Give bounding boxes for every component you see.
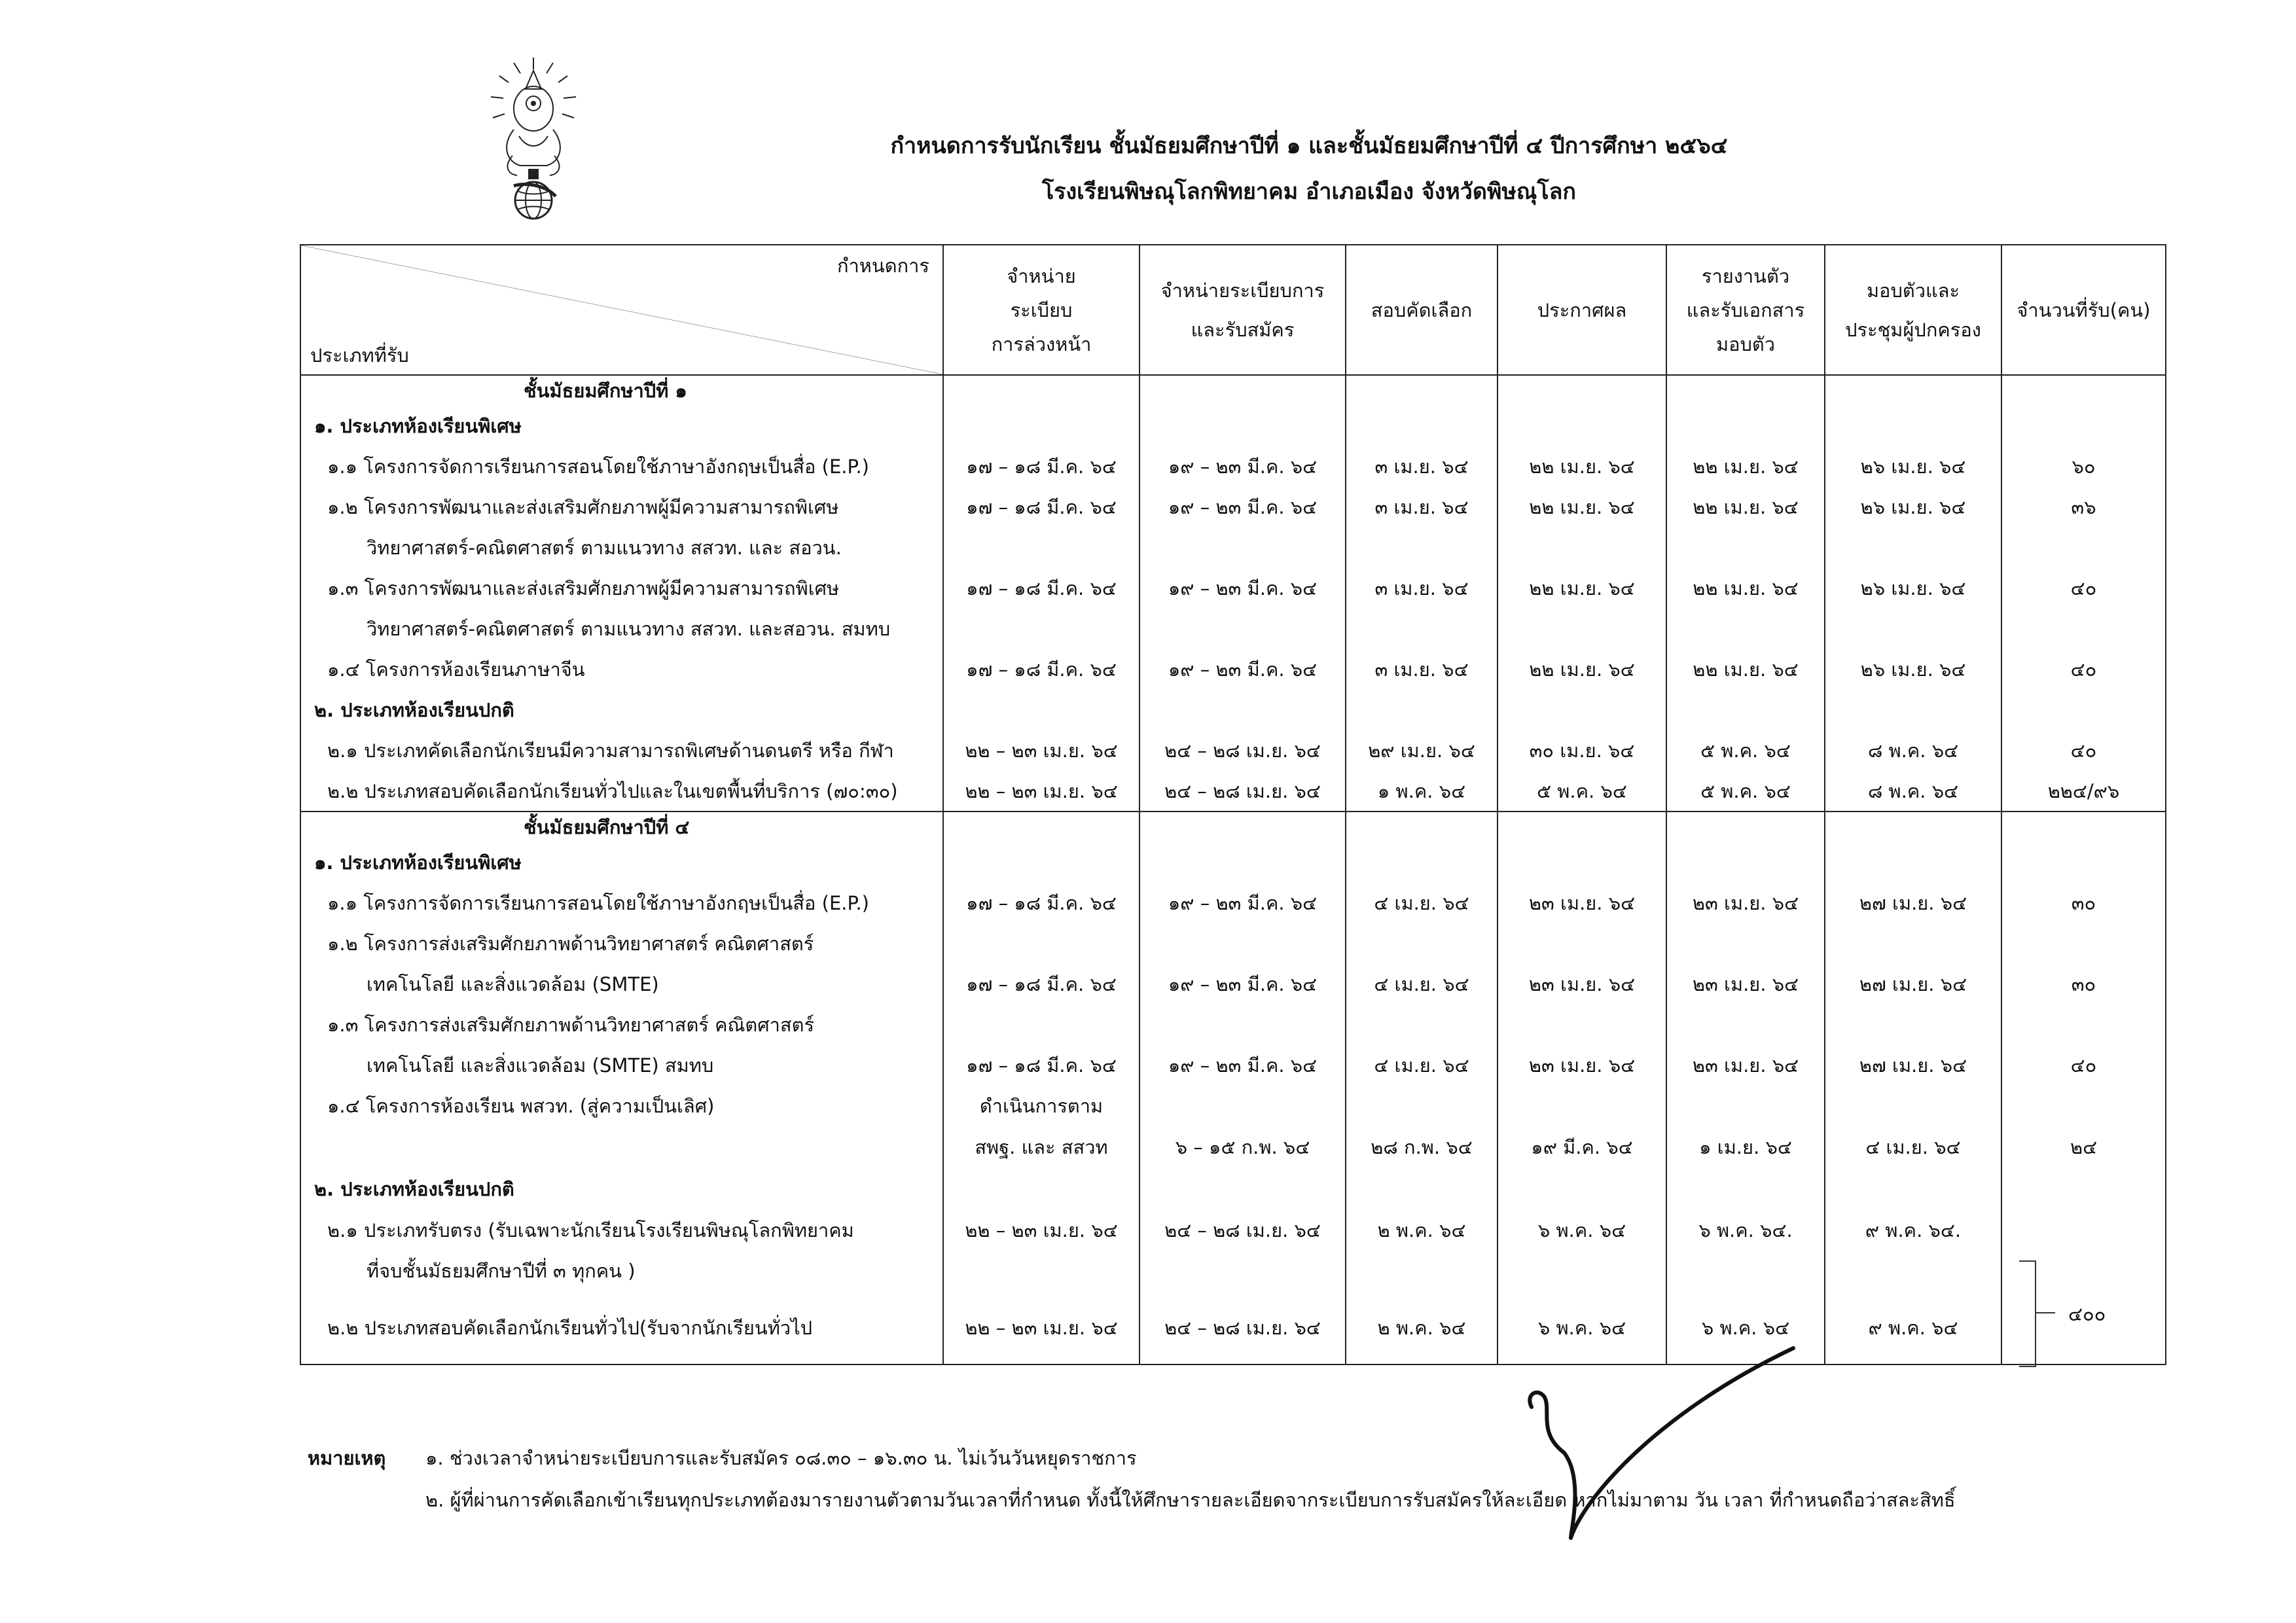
- row-label: [300, 1126, 943, 1168]
- cell-c1: [943, 923, 1139, 964]
- cell-c4: ๓๐ เม.ย. ๖๔: [1498, 730, 1666, 771]
- cell-c2: ๖ – ๑๕ ก.พ. ๖๔: [1139, 1126, 1346, 1168]
- row-label: ๒.๒ ประเภทสอบคัดเลือกนักเรียนทั่วไป(รับจากนักเรียนทั่วไป: [300, 1291, 943, 1364]
- remarks-label: หมายเหตุ: [308, 1447, 386, 1469]
- cell-c1: ๑๗ – ๑๘ มี.ค. ๖๔: [943, 964, 1139, 1005]
- cell-c7: [2001, 690, 2166, 730]
- cell-c1: ดำเนินการตาม: [943, 1086, 1139, 1126]
- cell-c6: ๙ พ.ค. ๖๔: [1825, 1291, 2001, 1364]
- category-special-m4: [300, 842, 2166, 883]
- cell-c2: ๑๙ – ๒๓ มี.ค. ๖๔: [1139, 883, 1346, 923]
- cell-c1: ๒๒ – ๒๓ เม.ย. ๖๔: [943, 730, 1139, 771]
- cell-c5: [1666, 923, 1825, 964]
- merged-quota-value: ๔๐๐: [2068, 1303, 2106, 1325]
- cell-c7: ๒๔: [2001, 1126, 2166, 1168]
- cell-c5: ๒๒ เม.ย. ๖๔: [1666, 487, 1825, 527]
- cell-c7: [2001, 406, 2166, 446]
- cell-c4: ๕ พ.ค. ๖๔: [1498, 771, 1666, 812]
- cell-c2: [1139, 923, 1346, 964]
- cell-c3: [1346, 1251, 1498, 1291]
- cell-c7: [2001, 1005, 2166, 1045]
- cell-c4: ๒๒ เม.ย. ๖๔: [1498, 446, 1666, 487]
- cell-c5: [1666, 1005, 1825, 1045]
- row-label: วิทยาศาสตร์-คณิตศาสตร์ ตามแนวทาง สสวท. และ สอวน.: [300, 527, 943, 568]
- cell-c4: ๒๒ เม.ย. ๖๔: [1498, 649, 1666, 690]
- cell-c6: ๙ พ.ค. ๖๔.: [1825, 1210, 2001, 1251]
- cell-c4: [1498, 609, 1666, 649]
- cell-c3: ๑ พ.ค. ๖๔: [1346, 771, 1498, 812]
- cell-c2: ๑๙ – ๒๓ มี.ค. ๖๔: [1139, 964, 1346, 1005]
- row-m1-chinese: [300, 649, 2166, 690]
- row-label: ๑.๒ โครงการพัฒนาและส่งเสริมศักยภาพผู้มีความสามารถพิเศษ: [300, 487, 943, 527]
- cell-c3: [1346, 609, 1498, 649]
- cell-c3: ๒ พ.ค. ๖๔: [1346, 1291, 1498, 1364]
- cell-c5: ๕ พ.ค. ๖๔: [1666, 730, 1825, 771]
- cell-c5: ๒๓ เม.ย. ๖๔: [1666, 964, 1825, 1005]
- cell-c3: [1346, 690, 1498, 730]
- cell-c2: [1139, 842, 1346, 883]
- cell-c4: [1498, 1005, 1666, 1045]
- cell-c6: [1825, 406, 2001, 446]
- cell-c1: [943, 1168, 1139, 1210]
- row-label: ที่จบชั้นมัธยมศึกษาปีที่ ๓ ทุกคน ): [300, 1251, 943, 1291]
- cell-c4: [1498, 527, 1666, 568]
- cell-c6: ๒๖ เม.ย. ๖๔: [1825, 649, 2001, 690]
- cell-c5: ๖ พ.ค. ๖๔.: [1666, 1210, 1825, 1251]
- cell-c5: ๒๒ เม.ย. ๖๔: [1666, 446, 1825, 487]
- header-enroll-meeting: มอบตัวและ ประชุมผู้ปกครอง: [1825, 245, 2001, 375]
- cell-c2: ๑๙ – ๒๓ มี.ค. ๖๔: [1139, 487, 1346, 527]
- row-label: ๒. ประเภทห้องเรียนปกติ: [300, 1168, 943, 1210]
- cell-c1: ๑๗ – ๑๘ มี.ค. ๖๔: [943, 883, 1139, 923]
- cell-c2: [1139, 690, 1346, 730]
- row-label: ๑.๒ โครงการส่งเสริมศักยภาพด้านวิทยาศาสตร์ คณิตศาสตร์: [300, 923, 943, 964]
- cell-c1: [943, 1251, 1139, 1291]
- row-label: ๑.๔ โครงการห้องเรียนภาษาจีน: [300, 649, 943, 690]
- cell-c6: [1825, 1251, 2001, 1291]
- cell-c4: ๒๓ เม.ย. ๖๔: [1498, 883, 1666, 923]
- cell-c1: [943, 842, 1139, 883]
- row-label: ๑.๑ โครงการจัดการเรียนการสอนโดยใช้ภาษาอังกฤษเป็นสื่อ (E.P.): [300, 883, 943, 923]
- cell-c2: [1139, 1086, 1346, 1126]
- header-exam: สอบคัดเลือก: [1346, 245, 1498, 375]
- row-m1-scimath-cont: [300, 527, 2166, 568]
- cell-c4: [1498, 1086, 1666, 1126]
- row-m4-pswt-cont: [300, 1126, 2166, 1168]
- header-quota: จำนวนที่รับ(คน): [2001, 245, 2166, 375]
- cell-c4: ๖ พ.ค. ๖๔: [1498, 1210, 1666, 1251]
- cell-c7: [2001, 923, 2166, 964]
- row-m4-smte-cont: [300, 964, 2166, 1005]
- cell-c7: [2001, 609, 2166, 649]
- cell-c7: [2001, 1210, 2166, 1251]
- row-m1-ep: [300, 446, 2166, 487]
- cell-c6: [1825, 527, 2001, 568]
- cell-c4: ๒๓ เม.ย. ๖๔: [1498, 1045, 1666, 1086]
- cell-c3: ๔ เม.ย. ๖๔: [1346, 964, 1498, 1005]
- cell-c3: ๓ เม.ย. ๖๔: [1346, 568, 1498, 609]
- row-label: ๒.๑ ประเภทคัดเลือกนักเรียนมีความสามารถพิเศษด้านดนตรี หรือ กีฬา: [300, 730, 943, 771]
- cell-c3: ๒๘ ก.พ. ๖๔: [1346, 1126, 1498, 1168]
- cell-c4: [1498, 812, 1666, 842]
- cell-c7: ๓๐: [2001, 883, 2166, 923]
- cell-c4: ๑๙ มี.ค. ๖๔: [1498, 1126, 1666, 1168]
- row-m1-scimath-joint: [300, 568, 2166, 609]
- cell-c5: [1666, 842, 1825, 883]
- cell-c1: [943, 812, 1139, 842]
- bracket-connector: [2036, 1312, 2055, 1313]
- cell-c1: ๒๒ – ๒๓ เม.ย. ๖๔: [943, 1291, 1139, 1364]
- cell-c7: [2001, 842, 2166, 883]
- cell-c3: [1346, 406, 1498, 446]
- cell-c5: ๒๓ เม.ย. ๖๔: [1666, 883, 1825, 923]
- cell-c4: [1498, 1251, 1666, 1291]
- cell-c6: [1825, 1086, 2001, 1126]
- cell-c7: ๔๐: [2001, 568, 2166, 609]
- cell-c6: [1825, 842, 2001, 883]
- cell-c3: [1346, 1168, 1498, 1210]
- row-m4-direct: [300, 1210, 2166, 1251]
- cell-c1: [943, 406, 1139, 446]
- cell-c5: [1666, 527, 1825, 568]
- cell-c2: [1139, 609, 1346, 649]
- cell-c3: ๓ เม.ย. ๖๔: [1346, 446, 1498, 487]
- cell-c1: ๑๗ – ๑๘ มี.ค. ๖๔: [943, 1045, 1139, 1086]
- cell-c7: ๔๐: [2001, 1045, 2166, 1086]
- cell-c6: ๒๖ เม.ย. ๖๔: [1825, 487, 2001, 527]
- cell-c3: ๒๙ เม.ย. ๖๔: [1346, 730, 1498, 771]
- cell-c5: ๒๒ เม.ย. ๖๔: [1666, 568, 1825, 609]
- row-m4-smte-joint: [300, 1005, 2166, 1045]
- remark-2: ๒. ผู้ที่ผ่านการคัดเลือกเข้าเรียนทุกประเภทต้องมารายงานตัวตามวันเวลาที่กำหนด ทั้งนี้ให้ศึกษารายละเอียดจากระเบียบการรับสมัครให้ละเอียด หากไม่มาตาม วัน เวลา ที่กำหนดถือว่าสละสิทธิ์: [425, 1489, 1956, 1511]
- category-regular-m1: [300, 690, 2166, 730]
- cell-c1: [943, 527, 1139, 568]
- cell-c1: ๒๒ – ๒๓ เม.ย. ๖๔: [943, 1210, 1139, 1251]
- cell-c6: [1825, 1168, 2001, 1210]
- row-m4-smte: [300, 923, 2166, 964]
- diagonal-header-cell: [300, 245, 943, 375]
- header-sale-and-apply: จำหน่ายระเบียบการ และรับสมัคร: [1139, 245, 1346, 375]
- row-m1-scimath-joint-cont: [300, 609, 2166, 649]
- row-m4-ep: [300, 883, 2166, 923]
- cell-c3: [1346, 527, 1498, 568]
- cell-c3: ๓ เม.ย. ๖๔: [1346, 487, 1498, 527]
- cell-c1: ๒๒ – ๒๓ เม.ย. ๖๔: [943, 771, 1139, 812]
- cell-c5: [1666, 406, 1825, 446]
- cell-c6: ๒๖ เม.ย. ๖๔: [1825, 568, 2001, 609]
- cell-c1: สพฐ. และ สสวท: [943, 1126, 1139, 1168]
- cell-c7: [2001, 527, 2166, 568]
- header-schedule-label: กำหนดการ: [836, 255, 929, 277]
- remark-1: ๑. ช่วงเวลาจำหน่ายระเบียบการและรับสมัคร ๐๘.๓๐ – ๑๖.๓๐ น. ไม่เว้นวันหยุดราชการ: [425, 1447, 1137, 1469]
- cell-c2: ๑๙ – ๒๓ มี.ค. ๖๔: [1139, 649, 1346, 690]
- header-advance-sale: จำหน่าย ระเบียบ การล่วงหน้า: [943, 245, 1139, 375]
- cell-c2: ๑๙ – ๒๓ มี.ค. ๖๔: [1139, 1045, 1346, 1086]
- row-label: ๒.๑ ประเภทรับตรง (รับเฉพาะนักเรียนโรงเรียนพิษณุโลกพิทยาคม: [300, 1210, 943, 1251]
- cell-c7: [2001, 375, 2166, 406]
- header-announce: ประกาศผล: [1498, 245, 1666, 375]
- cell-c5: ๖ พ.ค. ๖๔: [1666, 1291, 1825, 1364]
- cell-c2: [1139, 1168, 1346, 1210]
- cell-c6: [1825, 923, 2001, 964]
- cell-c5: ๒๒ เม.ย. ๖๔: [1666, 649, 1825, 690]
- cell-c6: [1825, 609, 2001, 649]
- row-label: ๑. ประเภทห้องเรียนพิเศษ: [300, 406, 943, 446]
- cell-c5: [1666, 690, 1825, 730]
- cell-c5: [1666, 609, 1825, 649]
- row-label: วิทยาศาสตร์-คณิตศาสตร์ ตามแนวทาง สสวท. และสอวน. สมทบ: [300, 609, 943, 649]
- row-label: ๒.๒ ประเภทสอบคัดเลือกนักเรียนทั่วไปและในเขตพื้นที่บริการ (๗๐:๓๐): [300, 771, 943, 812]
- section-m4-heading: [300, 812, 2166, 842]
- row-label: ๑.๔ โครงการห้องเรียน พสวท. (สู่ความเป็นเลิศ): [300, 1086, 943, 1126]
- cell-c2: [1139, 375, 1346, 406]
- header-type-label: ประเภทที่รับ: [310, 344, 409, 366]
- cell-c3: [1346, 842, 1498, 883]
- cell-c2: ๒๔ – ๒๘ เม.ย. ๖๔: [1139, 1210, 1346, 1251]
- school-name-subtitle: โรงเรียนพิษณุโลกพิทยาคม อำเภอเมือง จังหวัดพิษณุโลก: [1041, 179, 1577, 205]
- cell-c6: ๔ เม.ย. ๖๔: [1825, 1126, 2001, 1168]
- cell-c4: ๖ พ.ค. ๖๔: [1498, 1291, 1666, 1364]
- cell-c7: [2001, 1168, 2166, 1210]
- cell-c6: ๒๗ เม.ย. ๖๔: [1825, 883, 2001, 923]
- cell-c6: ๘ พ.ค. ๖๔: [1825, 771, 2001, 812]
- cell-c4: ๒๓ เม.ย. ๖๔: [1498, 964, 1666, 1005]
- cell-c2: [1139, 406, 1346, 446]
- cell-c1: [943, 609, 1139, 649]
- row-m1-scimath: [300, 487, 2166, 527]
- cell-c1: [943, 690, 1139, 730]
- cell-c6: [1825, 1005, 2001, 1045]
- row-label: ชั้นมัธยมศึกษาปีที่ ๔: [300, 812, 943, 842]
- cell-c1: ๑๗ – ๑๘ มี.ค. ๖๔: [943, 487, 1139, 527]
- cell-c4: [1498, 923, 1666, 964]
- cell-c3: ๔ เม.ย. ๖๔: [1346, 1045, 1498, 1086]
- cell-c1: [943, 375, 1139, 406]
- cell-c2: ๒๔ – ๒๘ เม.ย. ๖๔: [1139, 1291, 1346, 1364]
- cell-c6: ๒๗ เม.ย. ๖๔: [1825, 1045, 2001, 1086]
- cell-c3: [1346, 812, 1498, 842]
- cell-c7: ๓๐: [2001, 964, 2166, 1005]
- row-label: เทคโนโลยี และสิ่งแวดล้อม (SMTE) สมทบ: [300, 1045, 943, 1086]
- row-m1-general-exam: [300, 771, 2166, 812]
- cell-c5: [1666, 1251, 1825, 1291]
- document-title: กำหนดการรับนักเรียน ชั้นมัธยมศึกษาปีที่ ๑ และชั้นมัธยมศึกษาปีที่ ๔ ปีการศึกษา ๒๕๖๔: [890, 133, 1728, 159]
- row-label: ๒. ประเภทห้องเรียนปกติ: [300, 690, 943, 730]
- cell-c3: [1346, 375, 1498, 406]
- cell-c1: [943, 1005, 1139, 1045]
- cell-c6: [1825, 375, 2001, 406]
- row-m4-pswt: [300, 1086, 2166, 1126]
- cell-c2: ๑๙ – ๒๓ มี.ค. ๖๔: [1139, 568, 1346, 609]
- cell-c2: ๑๙ – ๒๓ มี.ค. ๖๔: [1139, 446, 1346, 487]
- cell-c4: [1498, 375, 1666, 406]
- row-label: ๑.๓ โครงการพัฒนาและส่งเสริมศักยภาพผู้มีความสามารถพิเศษ: [300, 568, 943, 609]
- row-label: เทคโนโลยี และสิ่งแวดล้อม (SMTE): [300, 964, 943, 1005]
- admission-schedule-table: [300, 244, 2166, 1365]
- cell-c7: ๔๐: [2001, 649, 2166, 690]
- cell-c2: ๒๔ – ๒๘ เม.ย. ๖๔: [1139, 771, 1346, 812]
- cell-c6: [1825, 690, 2001, 730]
- category-special-m1: [300, 406, 2166, 446]
- cell-c3: ๔ เม.ย. ๖๔: [1346, 883, 1498, 923]
- row-m1-music-sport: [300, 730, 2166, 771]
- cell-c4: ๒๒ เม.ย. ๖๔: [1498, 568, 1666, 609]
- school-emblem-logo: [488, 58, 579, 221]
- cell-c5: ๒๓ เม.ย. ๖๔: [1666, 1045, 1825, 1086]
- row-m4-direct-cont: [300, 1251, 2166, 1291]
- row-label: ชั้นมัธยมศึกษาปีที่ ๑: [300, 375, 943, 406]
- handwritten-checkmark-signature: [1525, 1335, 1826, 1551]
- cell-c6: ๒๖ เม.ย. ๖๔: [1825, 446, 2001, 487]
- category-regular-m4: [300, 1168, 2166, 1210]
- cell-c4: ๒๒ เม.ย. ๖๔: [1498, 487, 1666, 527]
- cell-c6: [1825, 812, 2001, 842]
- cell-c2: [1139, 1251, 1346, 1291]
- row-m4-smte-joint-cont: [300, 1045, 2166, 1086]
- cell-c4: [1498, 1168, 1666, 1210]
- cell-c7: ๖๐: [2001, 446, 2166, 487]
- cell-c7: ๓๖: [2001, 487, 2166, 527]
- cell-c2: [1139, 527, 1346, 568]
- cell-c5: ๑ เม.ย. ๖๔: [1666, 1126, 1825, 1168]
- cell-c1: ๑๗ – ๑๘ มี.ค. ๖๔: [943, 568, 1139, 609]
- cell-c5: [1666, 812, 1825, 842]
- cell-c1: ๑๗ – ๑๘ มี.ค. ๖๔: [943, 446, 1139, 487]
- cell-c1: ๑๗ – ๑๘ มี.ค. ๖๔: [943, 649, 1139, 690]
- cell-c5: ๕ พ.ค. ๖๔: [1666, 771, 1825, 812]
- cell-c4: [1498, 842, 1666, 883]
- row-label: ๑.๓ โครงการส่งเสริมศักยภาพด้านวิทยาศาสตร์ คณิตศาสตร์: [300, 1005, 943, 1045]
- cell-c2: [1139, 1005, 1346, 1045]
- cell-c2: ๒๔ – ๒๘ เม.ย. ๖๔: [1139, 730, 1346, 771]
- cell-c7: [2001, 1086, 2166, 1126]
- cell-c6: ๘ พ.ค. ๖๔: [1825, 730, 2001, 771]
- cell-c3: [1346, 1086, 1498, 1126]
- section-m1-heading: [300, 375, 2166, 406]
- cell-c7: ๒๒๔/๙๖: [2001, 771, 2166, 812]
- cell-c3: ๒ พ.ค. ๖๔: [1346, 1210, 1498, 1251]
- row-label: ๑.๑ โครงการจัดการเรียนการสอนโดยใช้ภาษาอังกฤษเป็นสื่อ (E.P.): [300, 446, 943, 487]
- cell-c5: [1666, 1168, 1825, 1210]
- cell-c2: [1139, 812, 1346, 842]
- row-m4-general-exam: [300, 1291, 2166, 1364]
- cell-c7: [2001, 812, 2166, 842]
- header-report: รายงานตัว และรับเอกสาร มอบตัว: [1666, 245, 1825, 375]
- cell-c5: [1666, 375, 1825, 406]
- row-label: ๑. ประเภทห้องเรียนพิเศษ: [300, 842, 943, 883]
- cell-c3: ๓ เม.ย. ๖๔: [1346, 649, 1498, 690]
- merged-quota-bracket: [2019, 1260, 2039, 1368]
- cell-c4: [1498, 406, 1666, 446]
- cell-c3: [1346, 923, 1498, 964]
- cell-c3: [1346, 1005, 1498, 1045]
- cell-c5: [1666, 1086, 1825, 1126]
- cell-c4: [1498, 690, 1666, 730]
- cell-c6: ๒๗ เม.ย. ๖๔: [1825, 964, 2001, 1005]
- table-header-row: [300, 245, 2166, 375]
- cell-c7: ๔๐: [2001, 730, 2166, 771]
